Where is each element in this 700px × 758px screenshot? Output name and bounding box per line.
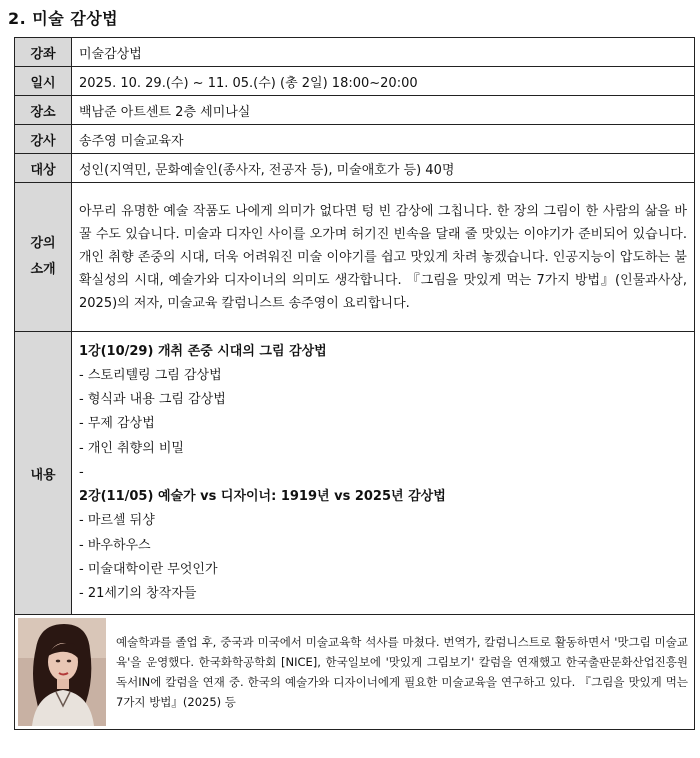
course-info-table	[14, 37, 695, 730]
content-cell	[72, 332, 695, 615]
profile-row	[15, 615, 695, 730]
content-row	[15, 332, 695, 615]
instructor-row	[15, 125, 695, 154]
lecture2-title: 2강(11/05) 예술가 vs 디자이너: 1919년 vs 2025년 감상법	[79, 489, 446, 505]
content-label: 내용	[15, 332, 72, 615]
lecture1-item: - 형식과 내용 그림 감상법	[79, 392, 226, 408]
course-value: 미술감상법	[72, 38, 695, 67]
intro-label-line2: 소개	[30, 262, 56, 277]
schedule-row	[15, 67, 695, 96]
venue-value: 백남준 아트센트 2층 세미나실	[72, 96, 695, 125]
intro-row	[15, 183, 695, 332]
lecture2-item: - 바우하우스	[79, 537, 151, 553]
profile-cell	[15, 615, 695, 730]
lecture1-item: - 무제 감상법	[79, 416, 155, 432]
profile	[15, 615, 694, 729]
lecture2-item: - 21세기의 창작자들	[79, 585, 197, 601]
intro-label	[15, 183, 72, 332]
lecture2-item: - 미술대학이란 무엇인가	[79, 561, 218, 577]
instructor-portrait-image	[18, 618, 106, 726]
intro-text: 아무리 유명한 예술 작품도 나에게 의미가 없다면 텅 빈 감상에 그칩니다. 한 장의 그림이 한 사람의 삶을 바꿀 수도 있습니다. 미술과 디자인 사이를 오가며 허기진 빈속을 달래 줄 맛있는 이야기가 준비되어 있습니다. 개인 취향 존중의 시대, 더욱 어려워진 미술 이야기를 쉽고 맛있게 차려 놓겠습니다. 인공지능이 압도하는 불확실성의 시대, 예술가와 디자이너의 의미도 생각합니다. 『그림을 맛있게 먹는 7가지 방법』(인물과사상, 2025)의 저자, 미술교육 칼럼니스트 송주영이 요리합니다.	[79, 203, 687, 311]
course-row	[15, 38, 695, 67]
lecture1-item: - 개인 취향의 비밀	[79, 440, 184, 456]
lecture1-title: 1강(10/29) 개취 존중 시대의 그림 감상법	[79, 343, 327, 359]
lecture1-item: -	[79, 464, 84, 480]
intro-cell	[72, 183, 695, 332]
venue-label: 장소	[15, 96, 72, 125]
venue-row	[15, 96, 695, 125]
course-label: 강좌	[15, 38, 72, 67]
audience-row	[15, 154, 695, 183]
intro-label-line1: 강의	[30, 236, 56, 251]
lecture2-item: - 마르셀 뒤샹	[79, 513, 155, 529]
audience-label: 대상	[15, 154, 72, 183]
instructor-label: 강사	[15, 125, 72, 154]
lecture1-item: - 스토리텔링 그림 감상법	[79, 368, 222, 384]
instructor-bio: 예술학과를 졸업 후, 중국과 미국에서 미술교육학 석사를 마쳤다. 번역가, 칼럼니스트로 활동하면서 '맛그림 미술교육'을 운영했다. 한국화학공학회 [NICE], 한국일보에 '맛있게 그림보기' 칼럼을 연재했고 한국출판문화산업진흥원 독서IN에 칼럼을 연재 중. 한국의 예술가와 디자이너에게 필요한 미술교육을 연구하고 있다. 『그림을 맛있게 먹는 7가지 방법』(2025) 등	[116, 635, 688, 709]
section-title: 2. 미술 감상법	[8, 9, 119, 28]
instructor-photo	[18, 618, 106, 726]
schedule-value: 2025. 10. 29.(수) ~ 11. 05.(수) (총 2일) 18:00~20:00	[72, 67, 695, 96]
audience-value: 성인(지역민, 문화예술인(종사자, 전공자 등), 미술애호가 등) 40명	[72, 154, 695, 183]
schedule-label: 일시	[15, 67, 72, 96]
instructor-value: 송주영 미술교육자	[72, 125, 695, 154]
